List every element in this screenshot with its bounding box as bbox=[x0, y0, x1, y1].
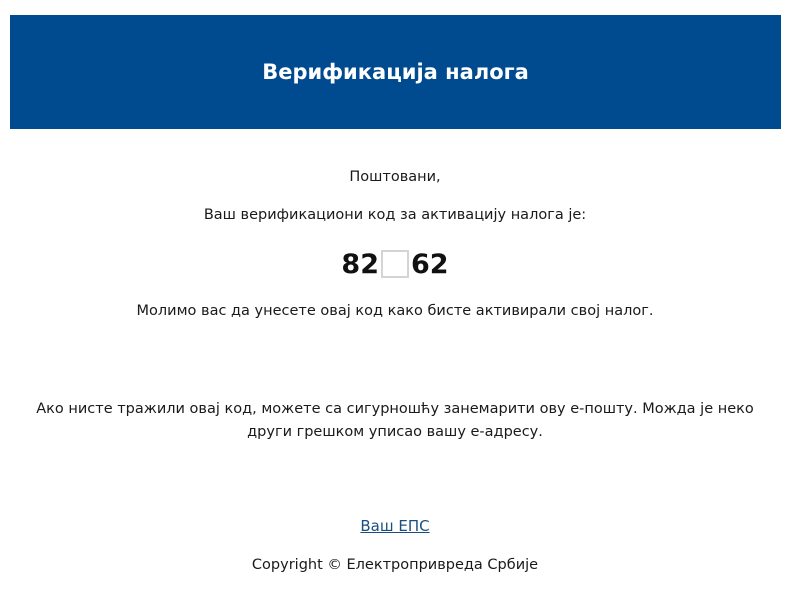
notice-line-2: други грешком уписао вашу е-адресу. bbox=[247, 424, 543, 440]
intro-text: Ваш верификациони код за активацију налога је: bbox=[203, 207, 587, 223]
code-redaction-box bbox=[381, 250, 409, 278]
signature-link[interactable]: Ваш ЕПС bbox=[360, 517, 430, 535]
code-prefix: 82 bbox=[341, 248, 379, 280]
notice-text bbox=[0, 398, 790, 444]
verification-code bbox=[0, 245, 790, 283]
instruction-text: Молимо вас да унесете овај код како бисте активирали свој налог. bbox=[136, 303, 654, 319]
email-title: Верификација налога bbox=[262, 60, 529, 84]
notice-line-1: Ако нисте тражили овај код, можете са сигурношћу занемарити ову е-пошту. Можда је неко bbox=[36, 401, 754, 417]
greeting-text: Поштовани, bbox=[349, 169, 441, 185]
signature bbox=[0, 517, 790, 535]
code-suffix: 62 bbox=[411, 248, 449, 280]
email-header-banner bbox=[10, 15, 781, 129]
copyright-text: Copyright © Електропривреда Србије bbox=[251, 557, 539, 573]
